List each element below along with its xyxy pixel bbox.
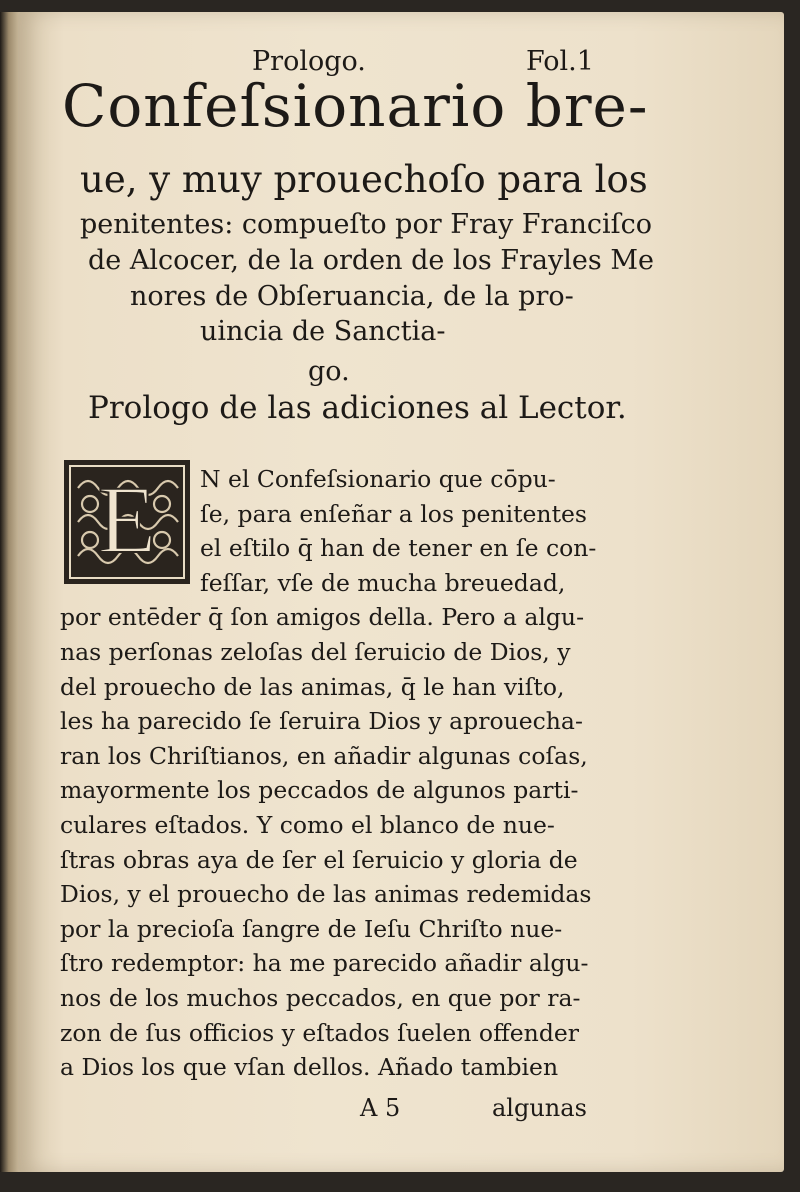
prologue-heading: Prologo de las adiciones al Lector. [88, 390, 627, 426]
text-line: N el Confeſsionario que cōpu- [200, 465, 556, 493]
text-line: culares eſtados. Y como el blanco de nue- [60, 810, 555, 839]
text-line: zon de ſus officios y eſtados ſuelen offender [60, 1018, 579, 1047]
text-line: ran los Chriſtianos, en añadir algunas coſas, [60, 741, 588, 770]
prologue-text [60, 462, 600, 1085]
title-line-6: uincia de Sanctia- [200, 316, 446, 347]
text-line: Dios, y el prouecho de las animas redemidas [60, 880, 592, 909]
running-title: Prologo. [252, 46, 366, 77]
title-line-7: go. [308, 356, 350, 387]
folio-number: Fol.1 [526, 46, 594, 77]
signature-mark: A 5 [360, 1094, 401, 1122]
text-line: del prouecho de las animas, q̄ le han viſto, [60, 672, 565, 701]
text-line: a Dios los que vſan dellos. Añado tambien [60, 1053, 559, 1082]
text-line: les ha parecido ſe ſeruira Dios y aprouecha- [60, 707, 583, 736]
text-line: el eſtilo q̄ han de tener en ſe con- [200, 534, 597, 563]
text-line: ſtras obras aya de ſer el ſeruicio y gloria de [60, 845, 578, 874]
text-line: feſſar, vſe de mucha breuedad, [200, 568, 566, 597]
initial-letter: E [97, 466, 157, 573]
title-line-3: penitentes: compueſto por Fray Franciſco [80, 209, 653, 240]
text-line: ſe, para enſeñar a los penitentes [200, 499, 587, 528]
title-line-1: Confeſsionario bre- [62, 72, 649, 140]
text-line: por la precioſa ſangre de Ieſu Chriſto nue- [60, 914, 563, 943]
text-line: nos de los muchos peccados, en que por ra- [60, 983, 581, 1012]
text-line: por entēder q̄ ſon amigos della. Pero a algu- [60, 603, 585, 632]
catchword: algunas [492, 1094, 587, 1122]
text-line: mayormente los peccados de algunos parti- [60, 776, 579, 805]
title-line-4: de Alcocer, de la orden de los Frayles Me [88, 245, 654, 276]
title-line-5: nores de Obſeruancia, de la pro- [130, 281, 574, 312]
text-line: nas perſonas zeloſas del ſeruicio de Dios, y [60, 637, 571, 666]
text-line: ſtro redemptor: ha me parecido añadir algu- [60, 949, 589, 978]
title-line-2: ue, y muy prouechoſo para los [80, 158, 648, 201]
